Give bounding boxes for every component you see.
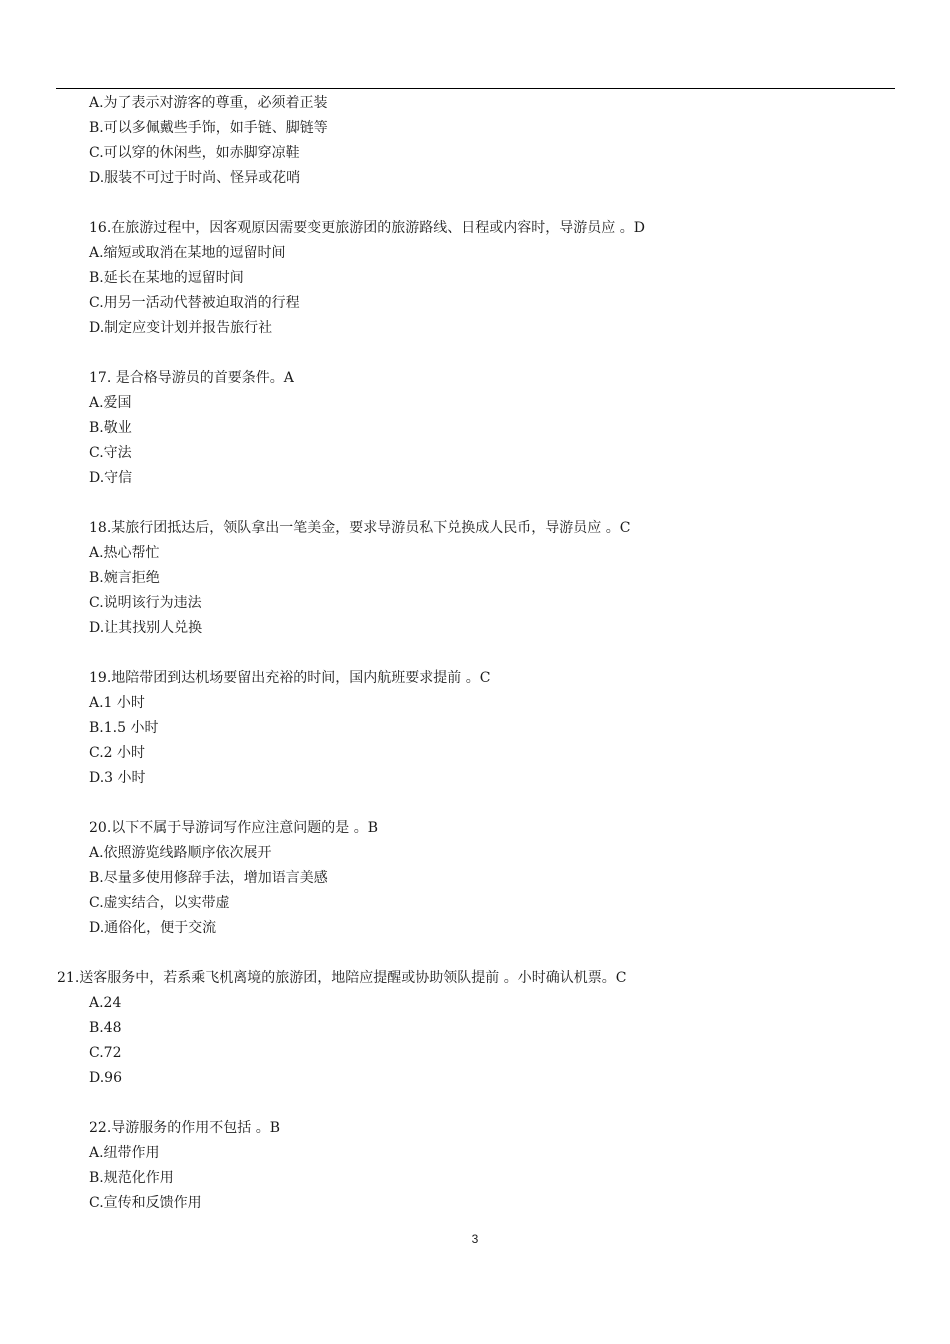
question-stem: 20.以下不属于导游词写作应注意问题的是 。B	[89, 820, 379, 836]
option-line: A.纽带作用	[89, 1145, 160, 1161]
option-line: A.缩短或取消在某地的逗留时间	[89, 245, 286, 261]
option-line: B.尽量多使用修辞手法，增加语言美感	[89, 870, 328, 886]
option-line: D.3 小时	[89, 770, 146, 786]
question-stem: 16.在旅游过程中，因客观原因需要变更旅游团的旅游路线、日程或内容时，导游员应 。D	[89, 220, 645, 236]
question-stem: 22.导游服务的作用不包括 。B	[89, 1120, 281, 1136]
option-line: B.延长在某地的逗留时间	[89, 270, 244, 286]
option-line: C.宣传和反馈作用	[89, 1195, 202, 1211]
option-line: C.说明该行为违法	[89, 595, 202, 611]
option-line: D.通俗化，便于交流	[89, 920, 217, 936]
option-line: D.服装不可过于时尚、怪异或花哨	[89, 170, 301, 186]
question-stem: 18.某旅行团抵达后，领队拿出一笔美金，要求导游员私下兑换成人民币，导游员应 。C	[89, 520, 631, 536]
header-rule	[56, 88, 895, 89]
option-line: B.1.5 小时	[89, 720, 159, 736]
option-line: D.制定应变计划并报告旅行社	[89, 320, 273, 336]
option-line: C.用另一活动代替被迫取消的行程	[89, 295, 300, 311]
option-line: C.虚实结合，以实带虚	[89, 895, 230, 911]
document-body	[0, 91, 950, 1216]
question-stem: 19.地陪带团到达机场要留出充裕的时间，国内航班要求提前 。C	[89, 670, 491, 686]
option-line: A.1 小时	[89, 695, 145, 711]
option-line: A.爱国	[89, 395, 132, 411]
option-line: C.可以穿的休闲些，如赤脚穿凉鞋	[89, 145, 300, 161]
option-line: A.热心帮忙	[89, 545, 160, 561]
option-line: B.可以多佩戴些手饰，如手链、脚链等	[89, 120, 328, 136]
option-line: A.24	[89, 995, 122, 1011]
option-line: A.依照游览线路顺序依次展开	[89, 845, 272, 861]
option-line: B.敬业	[89, 420, 132, 436]
option-line: B.婉言拒绝	[89, 570, 160, 586]
option-line: D.守信	[89, 470, 133, 486]
option-line: A.为了表示对游客的尊重，必须着正装	[89, 95, 328, 111]
option-line: C.2 小时	[89, 745, 146, 761]
question-stem: 17. 是合格导游员的首要条件。A	[89, 370, 294, 386]
option-line: D.让其找别人兑换	[89, 620, 203, 636]
question-stem: 21.送客服务中，若系乘飞机离境的旅游团，地陪应提醒或协助领队提前 。小时确认机票。C	[57, 970, 627, 986]
option-line: B.48	[89, 1020, 122, 1036]
option-line: C.72	[89, 1045, 122, 1061]
option-line: B.规范化作用	[89, 1170, 174, 1186]
option-line: C.守法	[89, 445, 132, 461]
option-line: D.96	[89, 1070, 122, 1086]
page-number: 3	[471, 1232, 479, 1246]
